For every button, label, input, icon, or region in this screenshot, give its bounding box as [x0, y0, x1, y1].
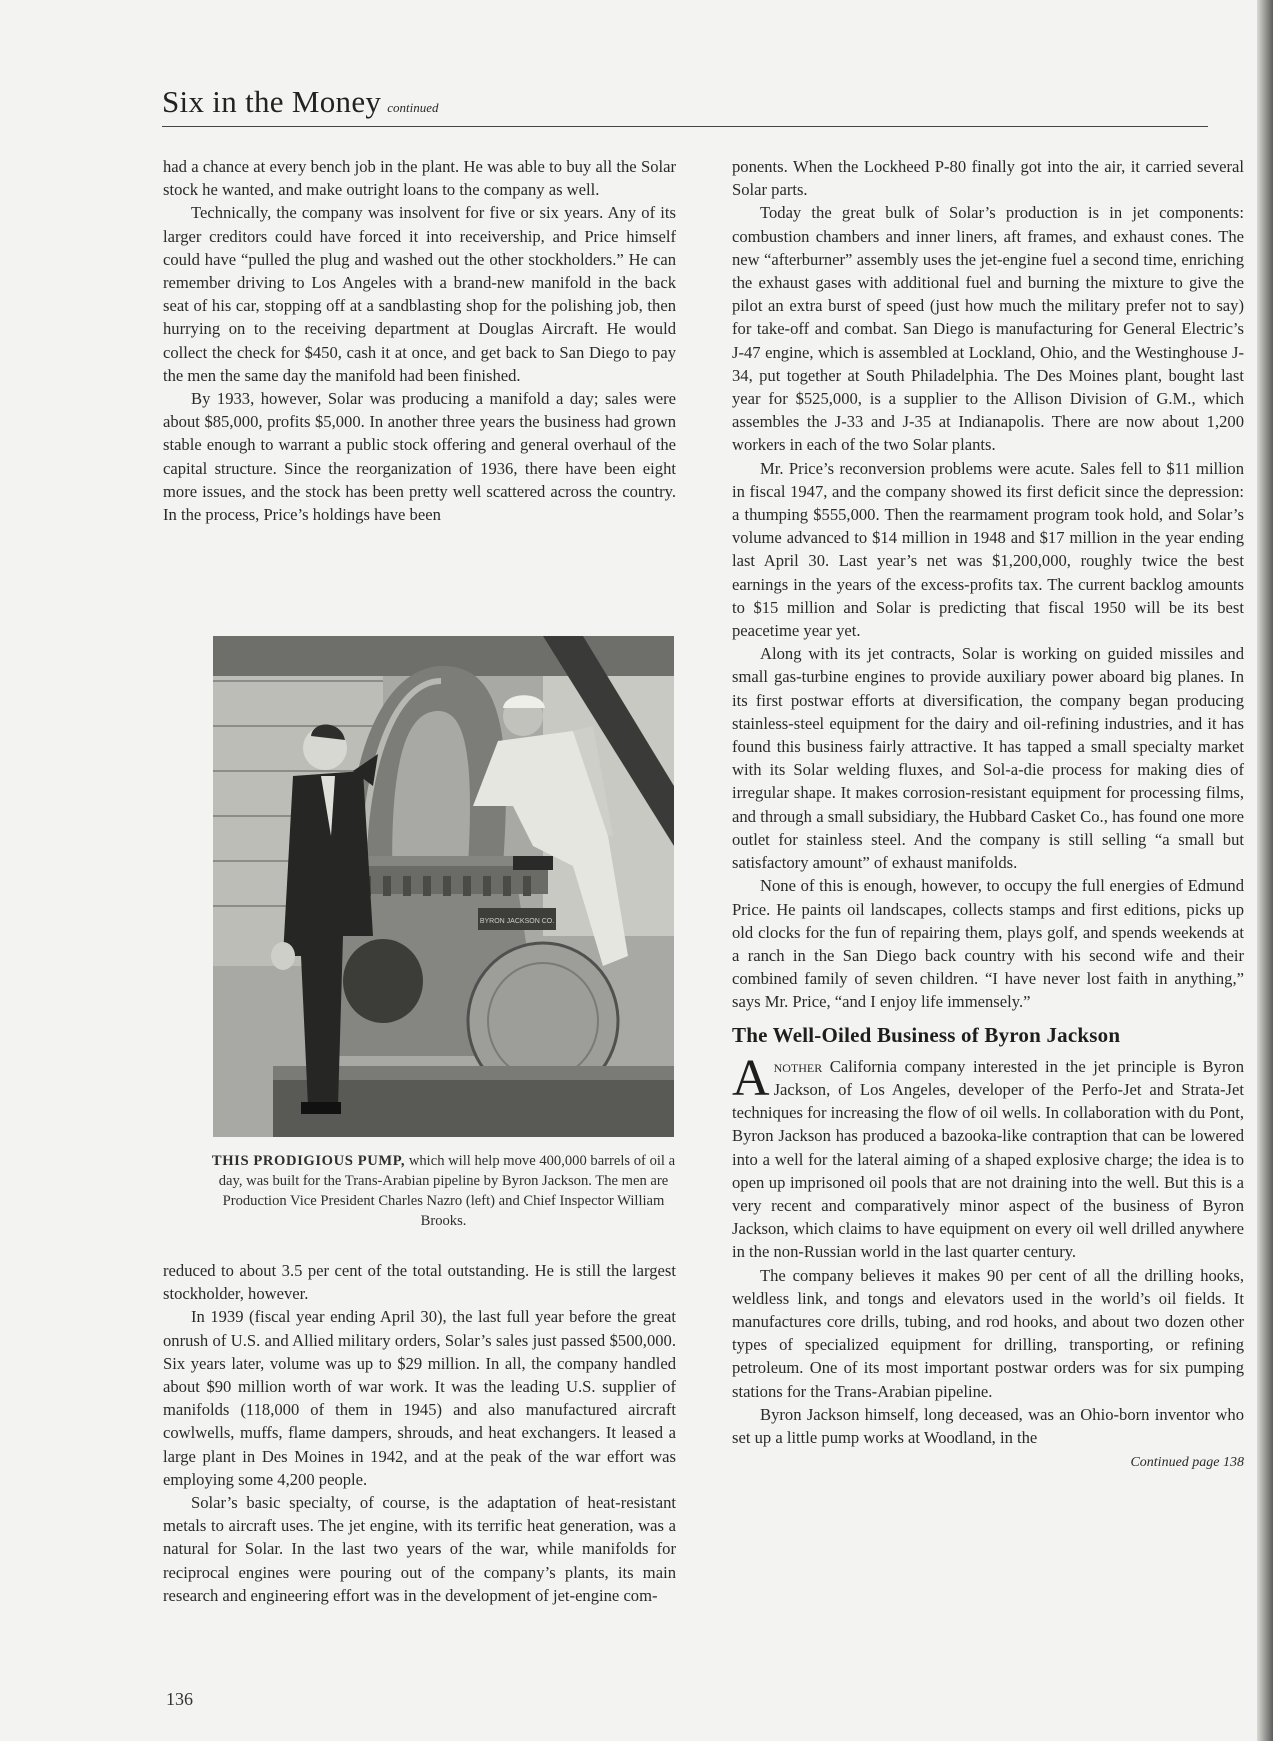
paragraph: By 1933, however, Solar was producing a manifold a day; sales were about $85,000, profits $5,000. In another three years the business had grown stable enough to warrant a public stock offering and general overhaul of the capital structure. Since the reorganization of 1936, there have been eight more issues, and the stock has been pretty well scattered across the country. In the process, Price’s holdings have been — [163, 389, 676, 525]
paragraph-dropcap — [732, 1049, 1244, 1264]
continued-page-note: Continued page 138 — [1130, 1455, 1244, 1471]
paragraph: In 1939 (fiscal year ending April 30), the last full year before the great onrush of U.S. and Allied military orders, Solar’s sales just passed $500,000. Six years later, volume was up to $29 million. In all, the company handled about $90 million worth of war work. It was the leading U.S. supplier of manifolds (118,000 of them in 1945) and also manufactured aircraft cowlwells, muffs, flame dampers, shrouds, and heat exchangers. It leased a large plant in Des Moines in 1942, and at the peak of the war effort was employing some 4,200 people. — [163, 1307, 676, 1489]
paragraph: Byron Jackson himself, long deceased, was an Ohio-born inventor who set up a little pump works at Woodland, in the — [732, 1404, 1244, 1447]
page-binding-edge — [1257, 0, 1273, 1741]
header-rule — [162, 126, 1208, 127]
paragraph: Along with its jet contracts, Solar is working on guided missiles and small gas-turbine engines to provide auxiliary power aboard big planes. In its first postwar efforts at diversification, the company began producing stainless-steel equipment for the dairy and oil-refining industries, and it has found this business fairly attractive. It has tapped a small specialty market with its Solar welding fluxes, and Sol-a-die process for making dies of irregular shape. It makes corrosion-resistant equipment for processing films, and through a small subsidiary, the Hubbard Casket Co., has found one more outlet for stainless steel. And the company is still selling “a small but satisfactory amount” of exhaust manifolds. — [732, 644, 1244, 873]
pump-photo — [213, 636, 674, 1137]
paragraph: Technically, the company was insolvent for five or six years. Any of its larger creditors could have forced it into receivership, and Price himself could have “pulled the plug and washed out the other stockholders.” He can remember driving to Los Angeles with a brand-new manifold in the back seat of his car, stopping off at a sandblasting shop for the polishing job, then hurrying on to the receiving department at Douglas Aircraft. He would collect the check for $450, cash it at once, and get back to San Diego to pay the men the same day the manifold had been finished. — [163, 203, 676, 385]
paragraph: Solar’s basic specialty, of course, is the adaptation of heat-resistant metals to aircraft uses. The jet engine, with its terrific heat generation, was a natural for Solar. In the last two years of the war, while manifolds for reciprocal engines were pouring out of the company’s plants, its main research and engineering effort was in the development of jet-engine com- — [163, 1493, 676, 1605]
caption-text: which will help move 400,000 barrels of oil a day, was built for the Trans-Arabian pipeline by Byron Jackson. The men are Production Vice President Charles Nazro (left) and Chief Inspector William Brooks. — [218, 1153, 676, 1229]
page-number: 136 — [166, 1689, 193, 1709]
photo-caption — [210, 1151, 677, 1231]
section-subhead: The Well-Oiled Business of Byron Jackson — [732, 1022, 1121, 1047]
left-column-top — [163, 155, 676, 526]
paragraph: reduced to about 3.5 per cent of the total outstanding. He is still the largest stockholder, however. — [163, 1261, 676, 1304]
header-title: Six in the Money — [162, 84, 382, 119]
paragraph: Mr. Price’s reconversion problems were acute. Sales fell to $11 million in fiscal 1947, and the company showed its first deficit since the depression: a thumping $555,000. Then the rearmament program took hold, and Solar’s volume advanced to $14 million in 1948 and $17 million in the year ending last April 30. Last year’s net was $1,200,000, roughly twice the best earnings in the years of the excess-profits tax. The current backlog amounts to $15 million and Solar is predicting that fiscal 1950 will be its best peacetime year yet. — [732, 458, 1244, 641]
header-continued: continued — [387, 100, 439, 115]
paragraph: None of this is enough, however, to occupy the full energies of Edmund Price. He paints oil landscapes, collects stamps and first editions, picks up old clocks for the fun of repairing them, plays golf, and spends weekends at a ranch in the San Diego back country with his second wife and their combined family of seven children. “I have never lost faith in anything,” says Mr. Price, “and I enjoy life immensely.” — [732, 876, 1244, 1012]
paragraph: The company believes it makes 90 per cent of all the drilling hooks, weldless link, and tongs and elevators used in the world’s oil fields. It manufactures core drills, tubing, and rod hooks, and about two dozen other types of specialized equipment for drilling, transporting, or refining petroleum. One of its most important postwar orders was for six pumping stations for the Trans-Arabian pipeline. — [732, 1265, 1244, 1401]
drop-cap: A — [732, 1049, 770, 1107]
running-header — [162, 84, 1208, 120]
pump-photo-illustration — [213, 636, 674, 1137]
caption-lead: THIS PRODIGIOUS PUMP, — [211, 1153, 406, 1169]
paragraph: ponents. When the Lockheed P-80 finally got into the air, it carried several Solar parts. — [732, 157, 1244, 200]
paragraph: had a chance at every bench job in the plant. He was able to buy all the Solar stock he wanted, and make outright loans to the company as well. — [163, 157, 676, 200]
right-column — [732, 155, 1244, 1474]
paragraph-text: California company interested in the jet principle is Byron Jackson, of Los Angeles, developer of the Perfo-Jet and Strata-Jet techniques for increasing the flow of oil wells. In collaboration with du Pont, Byron Jackson has produced a bazooka-like contraption that can be lowered into a well for the lateral aiming of a shaped explosive charge; the idea is to open up imprisoned oil pools that are not draining into the well. But this is a very recent and comparatively minor aspect of the business of Byron Jackson, which claims to have equipment on every oil well drilled anywhere in the non-Russian world in the last quarter century. — [732, 1056, 1244, 1262]
left-column-bottom — [163, 1259, 676, 1607]
pump-nameplate-text: BYRON JACKSON CO. — [479, 918, 555, 925]
smallcaps-lead: nother — [773, 1056, 823, 1076]
paragraph: Today the great bulk of Solar’s production is in jet components: combustion chambers and inner liners, aft frames, and exhaust cones. The new “afterburner” assembly uses the jet-engine fuel a second time, enriching the exhaust gases with additional fuel and burning the mixture to give the pilot an extra burst of speed (just how much the military prefer not to say) for take-off and combat. San Diego is manufacturing for General Electric’s J-47 engine, which is assembled at Lockland, Ohio, and the Westinghouse J-34, put together at South Philadelphia. The Des Moines plant, bought last year for $525,000, is a supplier to the Allison Division of G.M., which assembles the J-33 and J-35 at Indianapolis. There are now about 1,200 workers in each of the two Solar plants. — [732, 203, 1244, 455]
